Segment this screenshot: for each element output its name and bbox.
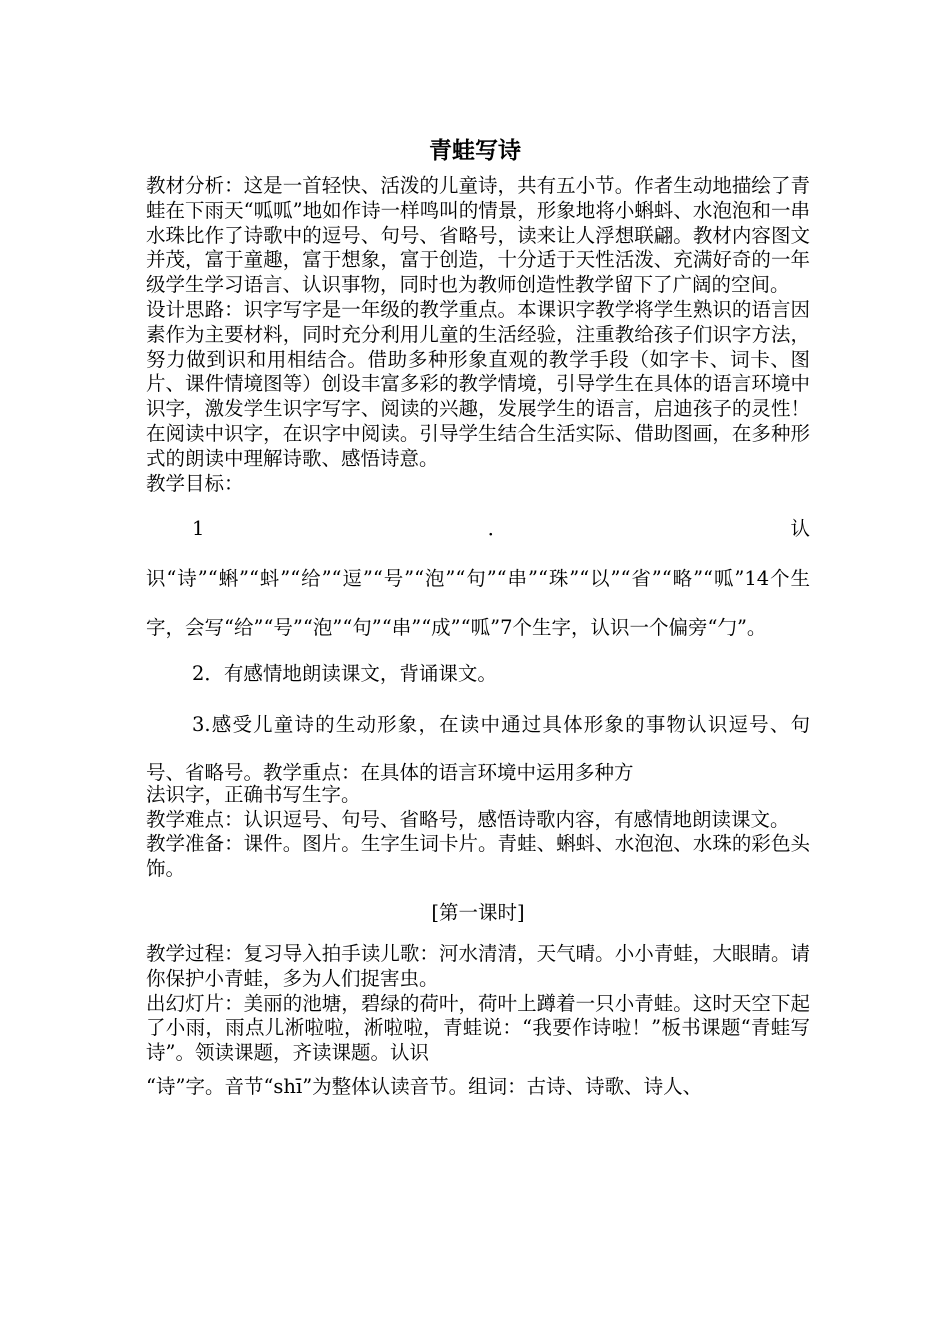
- goal-item-3: 3.感受儿童诗的生动形象，在读中通过具体形象的事物认识逗号、句号、省略号。教学重点：在具体的语言环境中运用多种方: [146, 712, 810, 784]
- design-paragraph: 设计思路：识字写字是一年级的教学重点。本课识字教学将学生熟识的语言因素作为主要材料，同时充分利用儿童的生活经验，注重教给孩子们识字方法，努力做到识和用相结合。借助多种形象直观的教学手段（如字卡、词卡、图片、课件情境图等）创设丰富多彩的教学情境，引导学生在具体的语言环境中识字，激发学生识字写字、阅读的兴趣，发展学生的语言，启迪孩子的灵性！在阅读中识字，在识字中阅读。引导学生结合生活实际、借助图画，在多种形式的朗读中理解诗歌、感悟诗意。: [146, 297, 810, 470]
- slides-paragraph-tail: “诗”字。音节“shī”为整体认读音节。组词：古诗、诗歌、诗人、: [146, 1075, 703, 1099]
- lesson-heading: [第一课时]: [431, 901, 525, 925]
- goals-label: 教学目标：: [146, 471, 244, 495]
- difficulty-paragraph: 教学难点：认识逗号、句号、省略号，感悟诗歌内容，有感情地朗读课文。: [146, 807, 790, 831]
- preparation-paragraph: 教学准备：课件。图片。生字生词卡片。青蛙、蝌蚪、水泡泡、水珠的彩色头饰。: [146, 832, 810, 881]
- slides-paragraph: 出幻灯片：美丽的池塘，碧绿的荷叶，荷叶上蹲着一只小青蛙。这时天空下起了小雨，雨点儿淅啦啦，淅啦啦，青蛙说：“我要作诗啦！”板书课题“青蛙写诗”。领读课题，齐读课题。认识: [146, 991, 810, 1065]
- process-paragraph: 教学过程：复习导入拍手读儿歌：河水清清，天气晴。小小青蛙，大眼睛。请你保护小青蛙，多为人们捉害虫。: [146, 942, 810, 990]
- goal-item-1: 1．认识“诗”“蝌”“蚪”“给”“逗”“号”“泡”“句”“串”“珠”“以”“省”“略”“呱”14个生字，会写“给”“号”“泡”“句”“串”“成”“呱”7个生字，认识一个偏旁“勹”。: [146, 517, 810, 640]
- goal-item-2: 2．有感情地朗读课文，背诵课文。: [192, 661, 497, 685]
- goal-item-3-continued: 法识字，正确书写生字。: [146, 782, 361, 806]
- document-title: 青蛙写诗: [429, 138, 521, 164]
- analysis-paragraph: 教材分析：这是一首轻快、活泼的儿童诗，共有五小节。作者生动地描绘了青蛙在下雨天“呱呱”地如作诗一样鸣叫的情景，形象地将小蝌蚪、水泡泡和一串水珠比作了诗歌中的逗号、句号、省略号，读来让人浮想联翩。教材内容图文并茂，富于童趣，富于想象，富于创造，十分适于天性活泼、充满好奇的一年级学生学习语言、认识事物，同时也为教师创造性教学留下了广阔的空间。: [146, 174, 810, 297]
- document-body: [146, 174, 810, 1102]
